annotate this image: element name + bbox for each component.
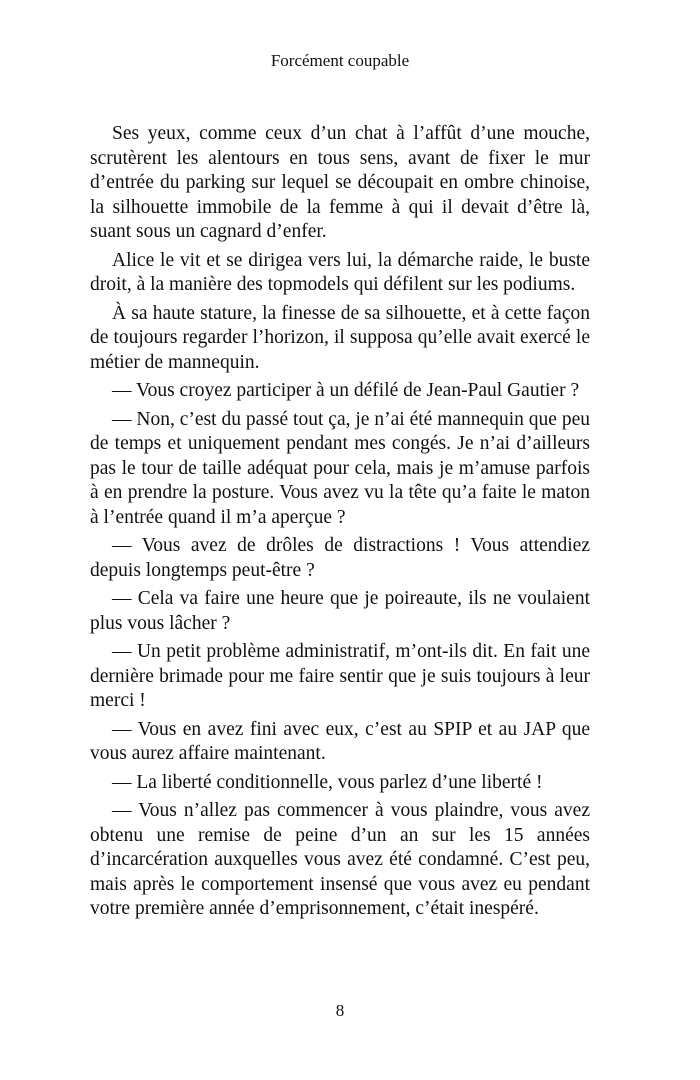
page-number: 8 (335, 1001, 345, 1020)
dialogue-line: — Vous croyez participer à un défilé de Jean-Paul Gautier ? (112, 380, 580, 401)
paragraph: À sa haute stature, la finesse de sa silhouette, et à cette façon de toujours regarder l’horizon, il supposa qu’elle avait exercé le métier de mannequin. (90, 302, 590, 373)
paragraph: Ses yeux, comme ceux d’un chat à l’affût d’une mouche, scrutèrent les alentours en tous sens, avant de fixer le mur d’entrée du parking sur lequel se découpait en ombre chinoise, la silhouette immobile de la femme à qui il devait d’être là, suant sous un cagnard d’enfer. (90, 123, 590, 242)
dialogue-line: — Non, c’est du passé tout ça, je n’ai été mannequin que peu de temps et uniquement pendant mes congés. Je n’ai d’ailleurs pas le tour de taille adéquat pour cela, mais je m’amuse parfois à en prendre la posture. Vous avez vu la tête qu’a faite le maton à l’entrée quand il m’a aperçue ? (90, 408, 590, 528)
dialogue-line: — Vous en avez fini avec eux, c’est au SPIP et au JAP que vous aurez affaire maintenant. (90, 718, 590, 764)
body-text (90, 122, 590, 926)
dialogue-line: — Vous avez de drôles de distractions ! Vous attendiez depuis longtemps peut-être ? (90, 535, 590, 581)
paragraph: Alice le vit et se dirigea vers lui, la démarche raide, le buste droit, à la manière des topmodels qui défilent sur les podiums. (90, 249, 590, 295)
dialogue-line: — Cela va faire une heure que je poireaute, ils ne voulaient plus vous lâcher ? (90, 588, 590, 634)
dialogue-line: — La liberté conditionnelle, vous parlez d’une liberté ! (112, 771, 543, 793)
dialogue-line: — Vous n’allez pas commencer à vous plaindre, vous avez obtenu une remise de peine d’un an sur les 15 années d’incarcération auxquelles vous avez été condamné. C’est peu, mais après le comportement insensé que vous avez eu pendant votre première année d’emprisonnement, c’était inespéré. (90, 800, 590, 919)
running-title: Forcément coupable (270, 51, 410, 70)
dialogue-line: — Un petit problème administratif, m’ont-ils dit. En fait une dernière brimade pour me faire sentir que je suis toujours à leur merci ! (90, 641, 590, 711)
